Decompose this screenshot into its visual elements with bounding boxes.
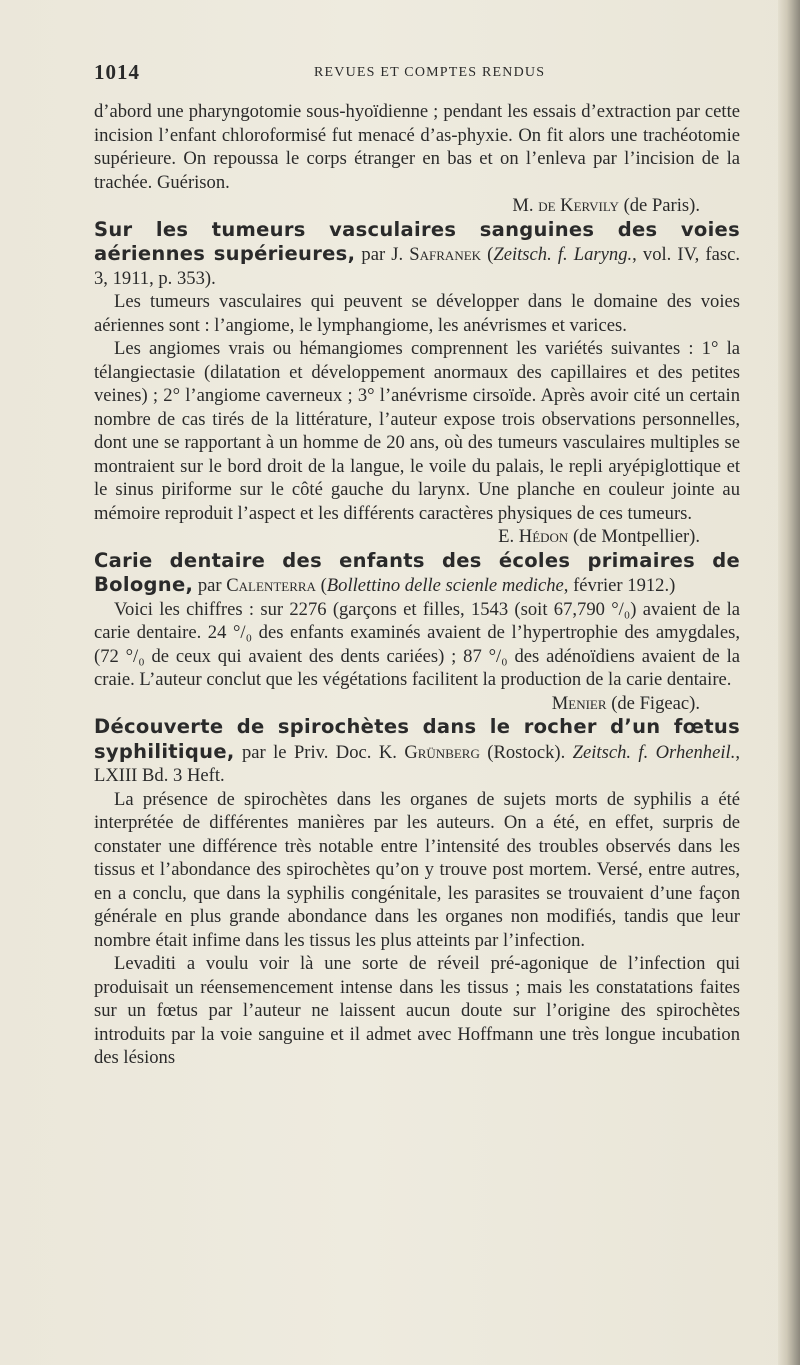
article-title: Découverte de spirochètes dans le rocher d’un fœtus syphilitique, [94, 715, 740, 763]
article-author: Grünberg [404, 741, 480, 763]
signature: Menier (de Figeac). [551, 692, 700, 714]
article-title: Sur les tumeurs vasculaires sanguines des voies aériennes supérieures, [94, 217, 740, 265]
journal-name: Bollettino delle scienle mediche [326, 575, 564, 596]
body-text [94, 100, 740, 1070]
article-author: Safranek [409, 244, 482, 265]
journal-name: Zeitsch. f. Orhenheil. [572, 741, 736, 763]
intro-paragraph: d’abord une pharyngotomie sous-hyoïdienne ; pendant les essais d’extraction par cette incision l’enfant chloroformisé fut menacé d’as-phyxie. On fit alors une trachéotomie supérieure. On repoussa le corps étranger en bas et on l’enleva par l’incision de la trachée. Guérison. [94, 101, 740, 193]
journal-name: Zeitsch. f. Laryng. [493, 244, 633, 265]
article-heading: Sur les tumeurs vasculaires sanguines des voies aériennes supérieures, par J. Safranek (Zeitsch. f. Laryng., vol. IV, fasc. 3, 1911, p. 353). [94, 217, 740, 289]
paragraph: La présence de spirochètes dans les organes de sujets morts de syphilis a été interprétée de différentes manières par les auteurs. On a été, en effet, surpris de constater une différence très notable entre l’intensité des troubles observés dans les tissus et l’abondance des spirochètes qu’on y trouve post mortem. Versé, entre autres, en a conclu, que dans la syphilis congénitale, les parasites se trouvaient d’une façon générale en plus grande abondance dans les organes non modifiés, tandis que leur nombre était infime dans les tissus les plus atteints par l’infection. [94, 788, 740, 951]
page-header [94, 60, 754, 90]
article-heading: Carie dentaire des enfants des écoles primaires de Bologne, par Calenterra (Bollettino delle scienle mediche, février 1912.) [94, 548, 740, 596]
signature: M. de Kervily (de Paris). [512, 195, 700, 216]
page-number: 1014 [94, 60, 140, 84]
article-title: Carie dentaire des enfants des écoles primaires de Bologne, [94, 548, 740, 596]
signature: E. Hédon (de Montpellier). [498, 526, 700, 547]
paragraph: Levaditi a voulu voir là une sorte de réveil pré-agonique de l’infection qui produisait un réensemencement intense dans les tissus ; mais les constatations faites sur un fœtus par l’auteur ne laissent aucun doute sur l’origine des spirochètes introduits par la voie sanguine et il admet avec Hoffmann une très longue incubation des lésions [94, 953, 740, 1068]
page-edge-shadow [778, 0, 800, 1365]
paragraph: Les tumeurs vasculaires qui peuvent se développer dans le domaine des voies aériennes sont : l’angiome, le lymphangiome, les anévrismes et varices. [94, 291, 740, 336]
running-title: REVUES ET COMPTES RENDUS [314, 65, 546, 80]
article-author: Calenterra [226, 575, 316, 596]
paragraph: Les angiomes vrais ou hémangiomes comprennent les variétés suivantes : 1° la télangiectasie (dilatation et développement anormaux des capillaires et des petites veines) ; 2° l’angiome caverneux ; 3° l’anévrisme cirsoïde. Après avoir cité un certain nombre de cas tirés de la littérature, l’auteur expose trois observations personnelles, dont une se rapportant à un homme de 20 ans, où des tumeurs vasculaires multiples se montraient sur le bord droit de la langue, le voile du palais, le repli aryépiglottique et le sinus piriforme sur le côté gauche du larynx. Une planche en couleur jointe au mémoire reproduit l’aspect et les différents caractères physiques de ces tumeurs. [94, 338, 740, 524]
paragraph: Voici les chiffres : sur 2276 (garçons et filles, 1543 (soit 67,790 °/₀) avaient de la carie dentaire. 24 °/₀ des enfants examinés avaient de l’hypertrophie des amygdales, (72 °/₀ de ceux qui avaient des dents cariées) ; 87 °/₀ des adénoïdiens avaient de la craie. L’auteur conclut que les végétations facilitent la production de la carie dentaire. [94, 598, 740, 690]
article-heading: Découverte de spirochètes dans le rocher d’un fœtus syphilitique, par le Priv. Doc. K. Grünberg (Rostock). Zeitsch. f. Orhenheil., LXIII Bd. 3 Heft. [94, 715, 740, 786]
